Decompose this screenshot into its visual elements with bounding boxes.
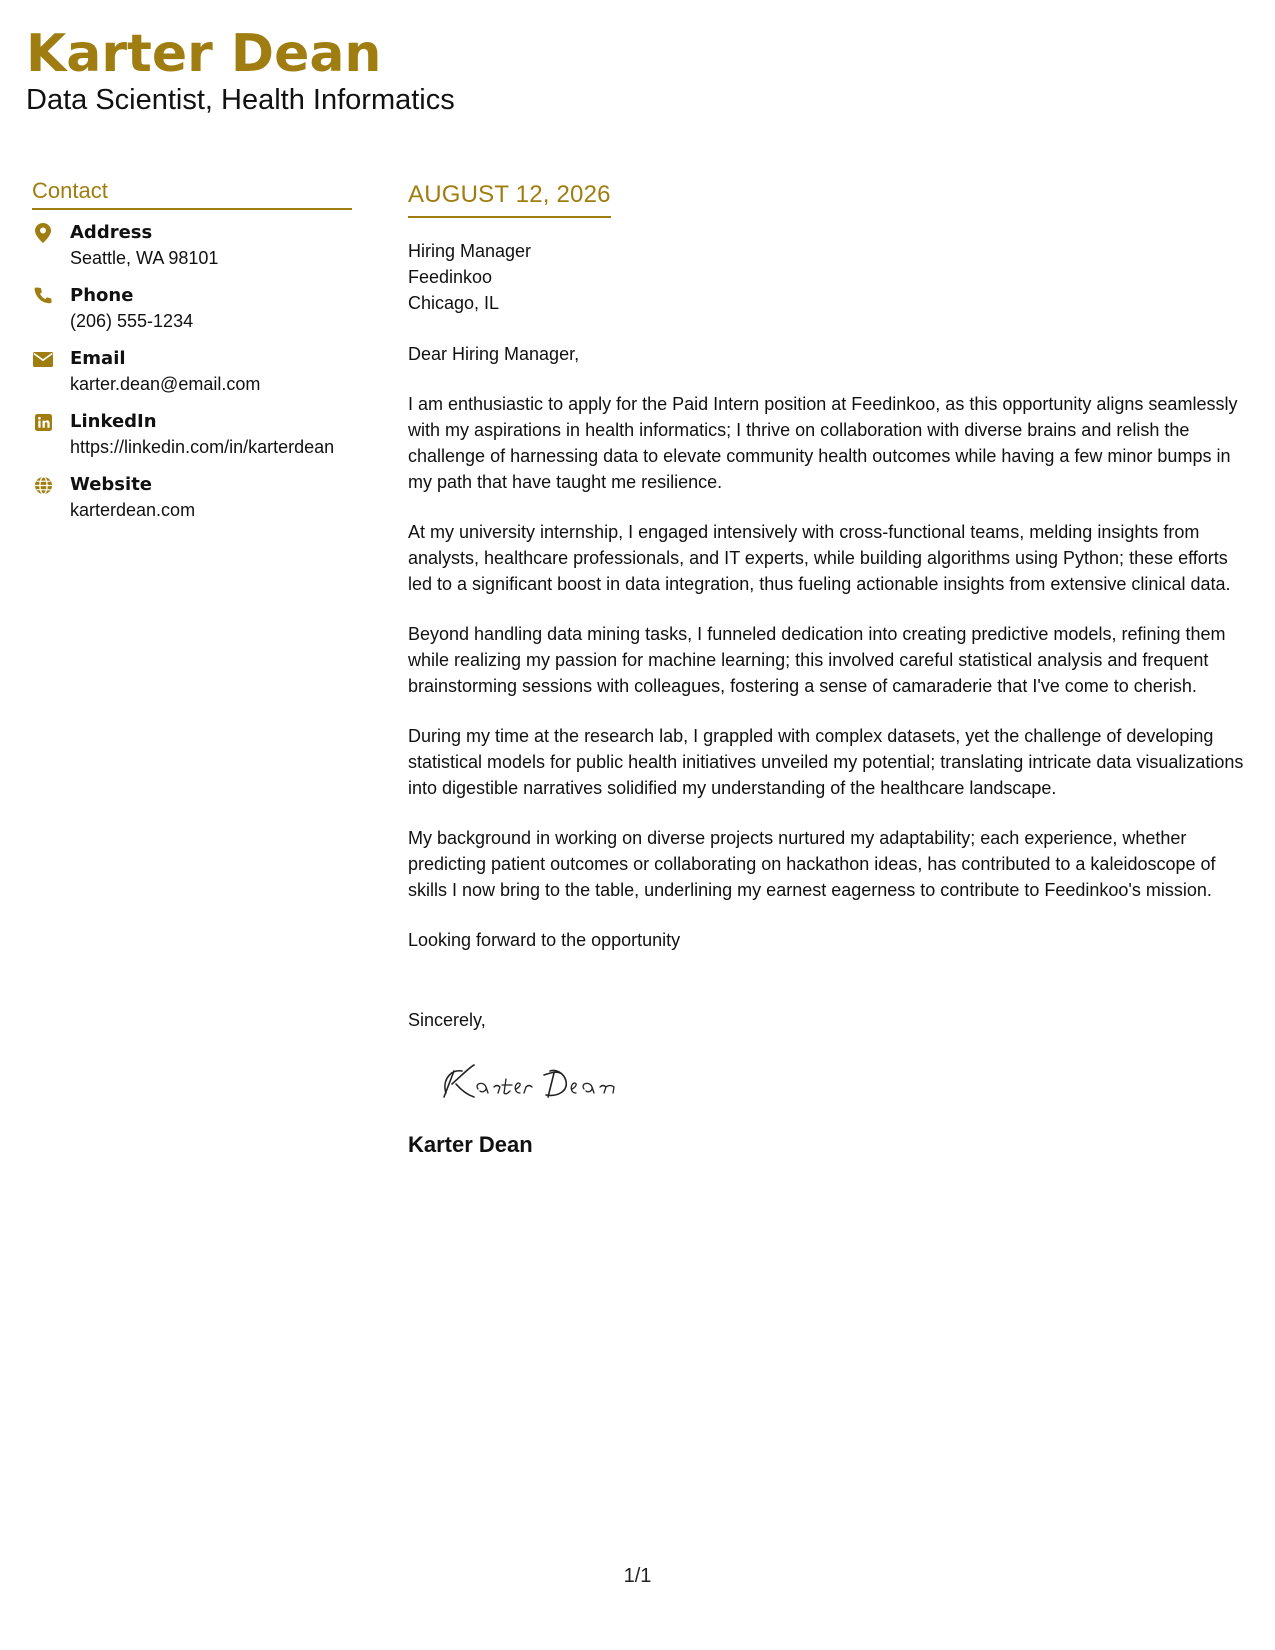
contact-linkedin [32,409,352,460]
linkedin-icon [32,411,54,433]
contact-value: (206) 555-1234 [70,311,194,331]
salutation: Dear Hiring Manager, [408,344,580,364]
letter-date: AUGUST 12, 2026 [408,180,611,218]
map-pin-icon [32,222,54,244]
contact-value: Seattle, WA 98101 [70,248,219,268]
contact-address [32,220,352,271]
body-paragraph: At my university internship, I engaged intensively with cross-functional teams, melding insights from analysts, healthcare professionals, and IT experts, while building algorithms using Python; these efforts led to a significant boost in data integration, thus fueling actionable insights from extensive clinical data. [408,522,1231,594]
body-paragraph: I am enthusiastic to apply for the Paid Intern position at Feedinkoo, as this opportunity aligns seamlessly with my aspirations in health informatics; I thrive on collaboration with diverse brains and relish the challenge of harnessing data to elevate community health outcomes while having a few minor bumps in my path that have taught me resilience. [408,394,1238,492]
contact-label: Address [70,222,153,243]
signoff: Sincerely, [408,1010,486,1030]
contact-label: LinkedIn [70,411,157,432]
closing-line: Looking forward to the opportunity [408,930,681,950]
contact-heading: Contact [32,176,352,210]
contact-label: Email [70,348,126,369]
contact-value[interactable]: karterdean.com [70,500,196,520]
candidate-name: Karter Dean [26,24,382,84]
phone-icon [32,285,54,307]
contact-phone [32,283,352,334]
envelope-icon [32,348,54,370]
body-paragraph: Beyond handling data mining tasks, I funneled dedication into creating predictive models, refining them while realizing my passion for machine learning; this involved careful statistical analysis and frequent brainstorming sessions with colleagues, fostering a sense of camaraderie that I've come to cherish. [408,624,1226,696]
contact-label: Phone [70,285,134,306]
signer-name: Karter Dean [408,1132,533,1157]
candidate-title: Data Scientist, Health Informatics [26,84,455,116]
recipient-line: Chicago, IL [408,293,500,313]
contact-website [32,472,352,523]
body-paragraph: My background in working on diverse projects nurtured my adaptability; each experience, whether predicting patient outcomes or collaborating on hackathon ideas, has contributed to a kaleidoscope of skills I now bring to the table, underlining my earnest eagerness to contribute to Feedinkoo's mission. [408,828,1216,900]
globe-icon [32,474,54,496]
handwritten-signature [432,1051,652,1111]
contact-sidebar [32,176,352,535]
page-number: 1/1 [623,1565,652,1587]
recipient-line: Feedinkoo [408,267,493,287]
contact-email [32,346,352,397]
contact-value[interactable]: karter.dean@email.com [70,374,261,394]
cover-letter [408,180,1254,1160]
contact-value[interactable]: https://linkedin.com/in/karterdean [70,437,335,457]
body-paragraph: During my time at the research lab, I grappled with complex datasets, yet the challenge of developing statistical models for public health initiatives unveiled my potential; translating intricate data visualizations into digestible narratives solidified my understanding of the healthcare landscape. [408,726,1244,798]
recipient-block [408,238,1254,316]
recipient-line: Hiring Manager [408,241,532,261]
contact-label: Website [70,474,153,495]
